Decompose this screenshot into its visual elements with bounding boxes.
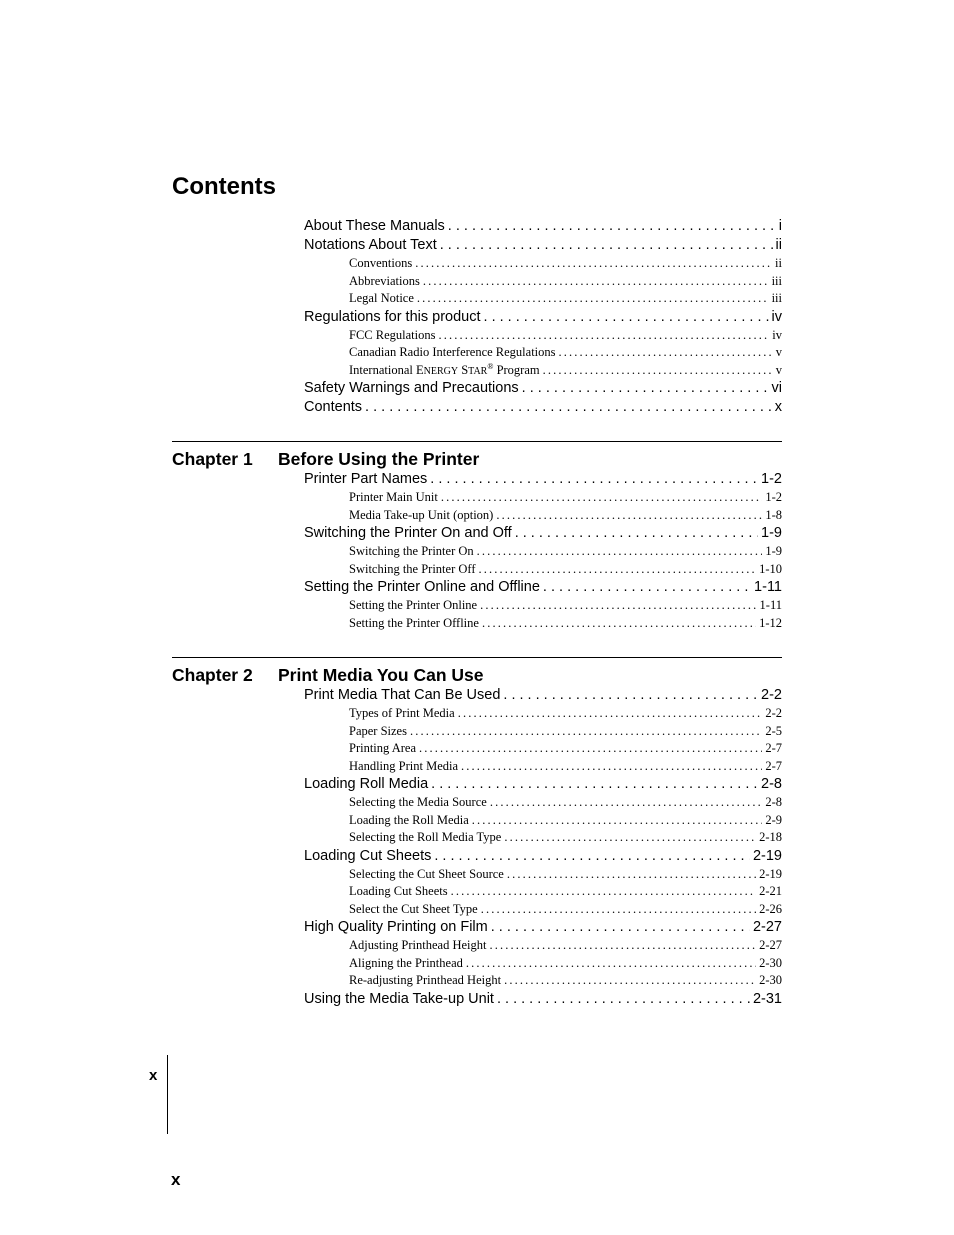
title-text: S: [458, 362, 469, 377]
toc-entry[interactable]: [349, 273, 782, 291]
toc-entry-page: i: [778, 218, 782, 234]
toc-entry[interactable]: [349, 937, 782, 955]
toc-entry[interactable]: [304, 379, 782, 398]
title-small-caps: NERGY: [423, 365, 459, 377]
toc-entry-title: Setting the Printer Online and Offline: [304, 579, 540, 595]
toc-entry[interactable]: [304, 847, 782, 866]
leader-dots: [423, 273, 769, 291]
toc-entry-page: v: [775, 345, 782, 359]
chapter-2-heading: [172, 664, 782, 686]
toc-entry[interactable]: [349, 255, 782, 273]
toc-entry-title: Using the Media Take-up Unit: [304, 990, 494, 1007]
toc-entry-title: Canadian Radio Interference Regulations: [349, 345, 556, 359]
toc-entry[interactable]: [349, 290, 782, 308]
chapter-1-label: Chapter 1: [172, 449, 253, 469]
toc-entry[interactable]: [349, 866, 782, 884]
toc-entry-page: 1-2: [761, 471, 782, 487]
toc-entry[interactable]: [349, 489, 782, 507]
toc-entry[interactable]: [349, 327, 782, 345]
leader-dots: [490, 794, 763, 812]
toc-entry-title: Selecting the Media Source: [349, 795, 487, 809]
toc-entry[interactable]: [349, 561, 782, 579]
toc-entry[interactable]: [304, 775, 782, 794]
leader-dots: [438, 327, 769, 345]
leader-dots: [479, 561, 757, 579]
toc-entry[interactable]: [304, 398, 782, 417]
toc-entry-page: 2-2: [765, 706, 782, 720]
toc-entry-page: 1-10: [759, 561, 782, 576]
toc-entry-title: Aligning the Printhead: [349, 955, 463, 970]
toc-entry[interactable]: [349, 794, 782, 812]
toc-entry-page: 2-18: [759, 830, 782, 844]
toc-entry-title: Select the Cut Sheet Type: [349, 901, 478, 916]
chapter-1-title: Before Using the Printer: [278, 449, 480, 469]
toc-entry-title: [349, 362, 540, 380]
margin-tab-letter: x: [149, 1067, 158, 1084]
leader-dots: [543, 362, 773, 380]
leader-dots: [458, 705, 763, 723]
leader-dots: [430, 470, 758, 489]
toc-entry-title: FCC Regulations: [349, 327, 436, 342]
toc-entry-page: 2-31: [752, 990, 782, 1007]
toc-entry-page: 2-19: [752, 847, 782, 864]
leader-dots: [482, 615, 756, 633]
toc-entry-page: x: [774, 399, 782, 415]
chapter-1-heading: [172, 448, 782, 470]
toc-entry[interactable]: [349, 972, 782, 990]
toc-entry-title: Media Take-up Unit (option): [349, 507, 494, 522]
toc-entry[interactable]: [349, 829, 782, 847]
toc-entry[interactable]: [304, 918, 782, 937]
leader-dots: [434, 847, 750, 866]
toc-entry[interactable]: [349, 597, 782, 615]
leader-dots: [481, 901, 756, 919]
toc-entry-page: 1-12: [759, 615, 782, 630]
toc-entry-page: 2-27: [752, 919, 782, 935]
toc-entry[interactable]: [349, 362, 782, 380]
toc-entry-page: 2-8: [761, 776, 782, 792]
title-small-caps: TAR: [468, 365, 488, 377]
toc-entry-title: Adjusting Printhead Height: [349, 938, 487, 952]
toc-entry-page: 2-21: [759, 884, 782, 898]
toc-entry-title: Notations About Text: [304, 237, 437, 253]
leader-dots: [472, 812, 763, 830]
leader-dots: [440, 236, 773, 255]
toc-entry-title: Loading Cut Sheets: [304, 847, 432, 864]
toc-entry-title: Conventions: [349, 256, 413, 270]
toc-entry[interactable]: [349, 883, 782, 901]
leader-dots: [559, 344, 773, 362]
leader-dots: [461, 758, 762, 776]
leader-dots: [504, 972, 756, 990]
toc-entry[interactable]: [304, 308, 782, 327]
toc-entry[interactable]: [349, 344, 782, 362]
toc-entry[interactable]: [349, 740, 782, 758]
toc-entry-page: 1-9: [765, 544, 782, 558]
toc-entry[interactable]: [304, 470, 782, 489]
toc-entry-title: Switching the Printer Off: [349, 561, 476, 576]
toc-entry-title: Legal Notice: [349, 291, 414, 305]
toc-entry-page: 1-2: [765, 490, 782, 504]
toc-entry[interactable]: [349, 723, 782, 741]
leader-dots: [522, 379, 769, 398]
toc-entry[interactable]: [304, 990, 782, 1009]
chapter-2-title: Print Media You Can Use: [278, 665, 484, 685]
leader-dots: [503, 686, 758, 705]
toc-entry-title: Contents: [304, 399, 363, 415]
leader-dots: [410, 723, 762, 741]
page-title: Contents: [172, 173, 276, 200]
toc-entry-title: Loading the Roll Media: [349, 812, 469, 827]
leader-dots: [419, 740, 762, 758]
toc-entry-page: 2-30: [759, 973, 782, 987]
leader-dots: [480, 597, 756, 615]
toc-entry-page: iv: [772, 327, 782, 342]
leader-dots: [451, 883, 756, 901]
leader-dots: [504, 829, 756, 847]
toc-entry-page: 2-8: [765, 795, 782, 809]
leader-dots: [365, 398, 772, 417]
leader-dots: [491, 918, 750, 937]
leader-dots: [515, 524, 758, 543]
leader-dots: [477, 543, 763, 561]
toc-entry-title: Print Media That Can Be Used: [304, 687, 501, 703]
toc-entry-title: Setting the Printer Offline: [349, 615, 479, 630]
toc-entry-title: About These Manuals: [304, 218, 445, 234]
toc-entry[interactable]: [349, 705, 782, 723]
margin-rule: [167, 1055, 168, 1134]
toc-entry-title: Handling Print Media: [349, 758, 459, 773]
toc-entry-page: 2-9: [765, 812, 782, 827]
toc-entry[interactable]: [304, 686, 782, 705]
toc-entry[interactable]: [349, 901, 782, 919]
registered-mark: ®: [487, 361, 494, 371]
chapter-2-divider: [172, 657, 782, 658]
leader-dots: [466, 955, 756, 973]
toc-entry-title: Selecting the Cut Sheet Source: [349, 866, 504, 881]
leader-dots: [441, 489, 762, 507]
toc-entry-title: Printer Part Names: [304, 471, 428, 487]
toc-entry-page: 2-7: [765, 741, 782, 755]
toc-entry[interactable]: [304, 217, 782, 236]
toc-entry-page: 2-5: [765, 723, 782, 738]
toc-entry-page: 2-27: [759, 938, 782, 952]
toc-entry[interactable]: [349, 812, 782, 830]
page-number: x: [171, 1170, 181, 1189]
toc-entry-title: Switching the Printer On and Off: [304, 525, 512, 541]
leader-dots: [497, 990, 750, 1009]
chapter-2-toc: [304, 686, 782, 1009]
toc-entry[interactable]: [349, 507, 782, 525]
toc-entry[interactable]: [304, 578, 782, 597]
toc-entry-page: 2-7: [765, 758, 782, 773]
toc-entry-title: Regulations for this product: [304, 308, 481, 325]
toc-entry-page: iii: [771, 291, 782, 305]
toc-entry-page: 2-2: [761, 687, 782, 703]
title-text: International E: [349, 362, 424, 377]
toc-entry-page: 1-8: [765, 507, 782, 522]
chapter-2-label: Chapter 2: [172, 665, 253, 685]
leader-dots: [496, 507, 762, 525]
leader-dots: [490, 937, 757, 955]
leader-dots: [415, 255, 772, 273]
toc-entry-page: 1-9: [761, 525, 782, 541]
toc-entry-page: 2-19: [759, 866, 782, 881]
toc-entry-page: 2-26: [759, 901, 782, 916]
toc-entry[interactable]: [349, 615, 782, 633]
toc-entry-title: Switching the Printer On: [349, 544, 474, 558]
toc-entry-page: v: [775, 362, 782, 377]
toc-entry-title: Types of Print Media: [349, 706, 455, 720]
toc-entry-page: ii: [775, 237, 782, 253]
toc-entry[interactable]: [304, 524, 782, 543]
toc-entry-page: vi: [771, 380, 782, 396]
toc-entry-title: Abbreviations: [349, 273, 420, 288]
toc-entry-title: Setting the Printer Online: [349, 598, 478, 612]
leader-dots: [543, 578, 751, 597]
toc-entry[interactable]: [349, 758, 782, 776]
front-matter-toc: [304, 217, 782, 417]
toc-entry-title: Paper Sizes: [349, 723, 407, 738]
toc-entry-title: High Quality Printing on Film: [304, 919, 488, 935]
toc-entry-page: 2-30: [759, 955, 782, 970]
toc-entry-title: Printer Main Unit: [349, 490, 438, 504]
leader-dots: [417, 290, 769, 308]
leader-dots: [484, 308, 769, 327]
toc-entry-title: Safety Warnings and Precautions: [304, 380, 519, 396]
toc-entry[interactable]: [349, 543, 782, 561]
title-text: Program: [493, 362, 540, 377]
leader-dots: [431, 775, 758, 794]
toc-entry-title: Re-adjusting Printhead Height: [349, 973, 502, 987]
toc-entry-page: 1-11: [754, 579, 782, 595]
toc-entry[interactable]: [349, 955, 782, 973]
leader-dots: [507, 866, 756, 884]
toc-entry-title: Printing Area: [349, 741, 417, 755]
toc-entry[interactable]: [304, 236, 782, 255]
chapter-1-toc: [304, 470, 782, 632]
toc-entry-title: Loading Cut Sheets: [349, 884, 448, 898]
toc-entry-title: Loading Roll Media: [304, 776, 429, 792]
leader-dots: [448, 217, 776, 236]
toc-entry-page: iv: [771, 308, 782, 325]
toc-entry-title: Selecting the Roll Media Type: [349, 830, 502, 844]
toc-entry-page: iii: [771, 273, 782, 288]
toc-entry-page: ii: [775, 256, 782, 270]
chapter-1-divider: [172, 441, 782, 442]
toc-entry-page: 1-11: [759, 598, 782, 612]
